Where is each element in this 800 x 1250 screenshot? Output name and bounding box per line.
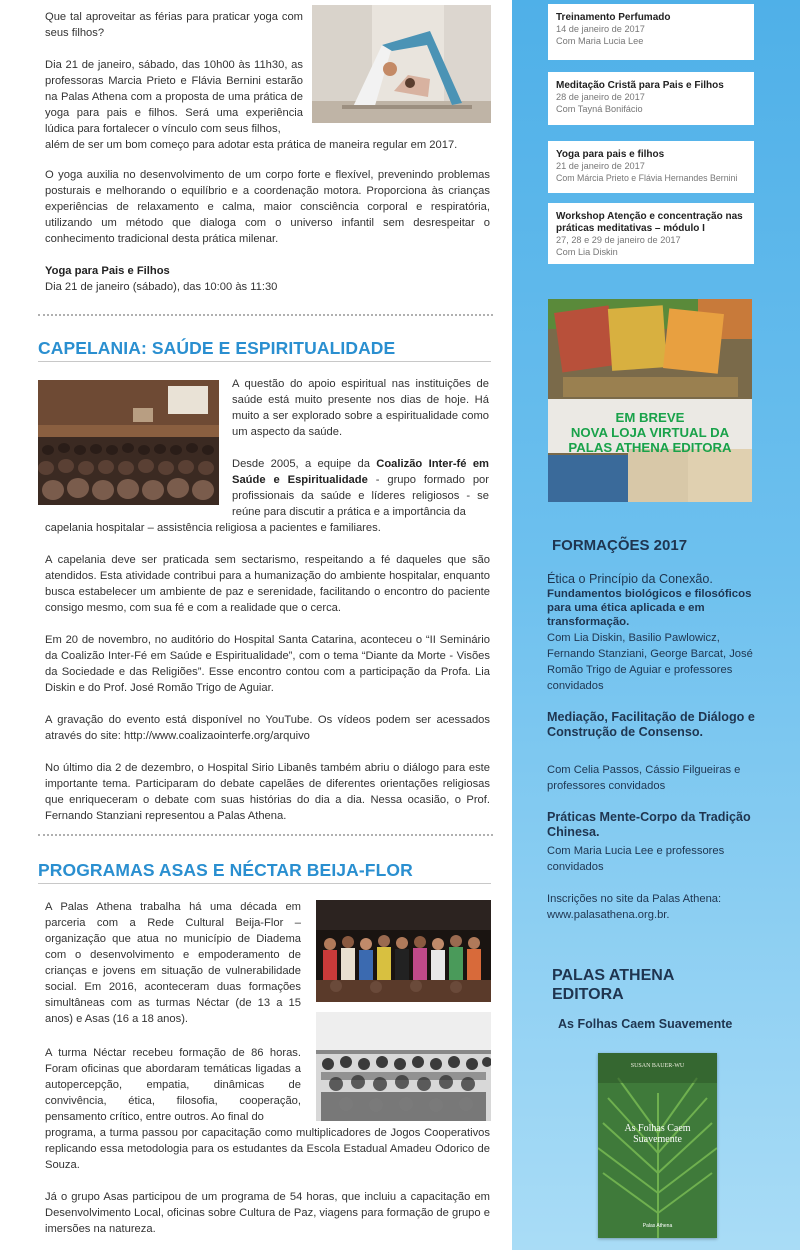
event-title[interactable]: Meditação Cristã para Pais e Filhos	[556, 80, 724, 91]
course-title-text[interactable]: Mediação, Facilitação de Diálogo e Construção de Consenso.	[547, 710, 755, 739]
course-mediacao[interactable]	[547, 710, 757, 740]
programas-paragraph-1: A Palas Athena trabalha há uma década em parceria com a Rede Cultural Beija-Flor – organização que atua no município de Diadema com o desenvolvimento e empoderamento de crianças e jovens em situação de vulnerabilidade social. Em 2016, aconteceram duas formações simultâneas com as turmas Néctar (de 13 a 15 anos) e Asas (16 a 18 anos).	[45, 901, 301, 1025]
coalizao-name: Coalizão Inter-fé em Saúde e Espiritualidade	[232, 458, 489, 486]
event-host: Com Márcia Prieto e Flávia Hernandes Bernini	[556, 172, 738, 183]
course-title-text[interactable]: Ética o Princípio da Conexão.	[547, 572, 713, 586]
event-date: 21 de janeiro de 2017	[556, 161, 645, 171]
capelania-p2-rest: - grupo formado por profissionais da saúde e líderes religiosos - se reúne para discutir a prática e a importância da	[232, 474, 489, 518]
capelania-title: CAPELANIA: SAÚDE E ESPIRITUALIDADE	[38, 338, 396, 358]
section-divider	[38, 314, 493, 316]
yoga-event-when: Dia 21 de janeiro (sábado), das 10:00 às 11:30	[45, 281, 278, 293]
group-photo-bw	[316, 1012, 491, 1121]
capelania-paragraph-5: A gravação do evento está disponível no YouTube. Os vídeos podem ser acessados através do site: http://www.coalizaointerfe.org/arquivo	[45, 714, 490, 742]
capelania-paragraph-2-end: capelania hospitalar – assistência religiosa a pacientes e familiares.	[45, 522, 381, 534]
formacoes-heading: FORMAÇÕES 2017	[552, 537, 688, 554]
course-ethics[interactable]	[547, 572, 757, 629]
event-card[interactable]	[548, 141, 754, 193]
book-cover-line-2: Suavemente	[633, 1134, 682, 1145]
yoga-paragraph-2: O yoga auxilia no desenvolvimento de um corpo forte e flexível, prevenindo problemas posturais e melhorando o equilíbrio e a coordenação motora. Proporciona às crianças experiências de relaxamento e calma, maior consciência corporal e respiratória, utilizando um método que dialoga com o universo infantil sem desrespeitar o conhecimento tradicional desta prática milenar.	[45, 169, 490, 245]
course-subtitle: Fundamentos biológicos e filosóficos para uma ética aplicada e em transformação.	[547, 588, 752, 628]
course-title-text[interactable]: Práticas Mente-Corpo da Tradição Chinesa.	[547, 810, 751, 839]
editora-line-1: PALAS ATHENA	[552, 967, 675, 984]
course-people: Com Maria Lucia Lee e professores convidados	[547, 845, 725, 873]
programas-paragraph-2: A turma Néctar recebeu formação de 86 horas. Foram oficinas que abordaram temáticas ligadas a autopercepção, empatia, dinâmicas de convivência, ética, filosofia, cooperação, pensamento crítico, entre outros. Ao final do	[45, 1047, 301, 1123]
book-cover-line-1: As Folhas Caem	[624, 1123, 691, 1134]
title-underline	[38, 883, 491, 884]
event-card[interactable]	[548, 72, 754, 125]
editora-heading	[552, 966, 674, 1004]
title-underline	[38, 361, 491, 362]
programas-title: PROGRAMAS ASAS E NÉCTAR BEIJA-FLOR	[38, 860, 413, 880]
book-heading: As Folhas Caem Suavemente	[558, 1017, 733, 1031]
event-title[interactable]: Treinamento Perfumado	[556, 12, 671, 23]
event-date: 27, 28 e 29 de janeiro de 2017	[556, 235, 681, 245]
event-host: Com Tayná Bonifácio	[556, 103, 643, 114]
course-mente-corpo[interactable]	[547, 810, 757, 840]
banner-line-1: EM BREVE	[615, 410, 685, 425]
event-title[interactable]: Workshop Atenção e concentração nas práticas meditativas – módulo I	[556, 211, 743, 234]
capelania-paragraph-1: A questão do apoio espiritual nas instituições de saúde está muito presente nos dias de hoje. Há muito a ser explorado sobre a espiritualidade como um aspecto da saúde.	[232, 378, 489, 438]
capelania-paragraph-2	[232, 456, 489, 520]
programas-paragraph-3: Já o grupo Asas participou de um programa de 54 horas, que incluiu a capacitação em Desenvolvimento Local, oficinas sobre Cultura de Paz, viagens para formação de grupo e imersões na natureza.	[45, 1191, 490, 1235]
event-date: 28 de janeiro de 2017	[556, 92, 645, 102]
yoga-paragraph-1: Dia 21 de janeiro, sábado, das 10h00 às 11h30, as professoras Marcia Prieto e Flávia Bernini estarão na Palas Athena com a proposta de uma prática de yoga para pais e filhos. Será uma experiência lúdica para fortalecer o vínculo com seus filhos,	[45, 59, 303, 135]
book-cover-title	[598, 1123, 717, 1145]
programas-paragraph-2-end: programa, a turma passou por capacitação como multiplicadores de Jogos Cooperativos replicando essa metodologia para os estudantes da Escola Estadual Amadeu Odorico de Souza.	[45, 1127, 490, 1171]
yoga-photo	[312, 5, 491, 123]
yoga-paragraph-1-end: além de ser um bom começo para adotar esta prática de maneira regular em 2017.	[45, 139, 458, 151]
course-people: Com Celia Passos, Cássio Filgueiras e professores convidados	[547, 764, 741, 792]
editora-line-2: EDITORA	[552, 986, 624, 1003]
banner-line-2: NOVA LOJA VIRTUAL DA	[570, 425, 730, 440]
capelania-paragraph-4: Em 20 de novembro, no auditório do Hospital Santa Catarina, aconteceu o “II Seminário da Coalizão Inter-Fé em Saúde e Espiritualidade”, com o tema “Diante da Morte - Visões da Sociedade e das Religiões”. Esse encontro contou com a participação da Profa. Lia Diskin e do Prof. José Romão Trigo de Aguiar.	[45, 634, 490, 694]
publisher-name: Palas Athena	[642, 1223, 673, 1229]
yoga-event-name: Yoga para Pais e Filhos	[45, 265, 170, 277]
inscricoes-text: Inscrições no site da Palas Athena: www.palasathena.org.br.	[547, 893, 722, 921]
capelania-p2-start: Desde 2005, a equipe da	[232, 458, 377, 470]
banner-line-3: PALAS ATHENA EDITORA	[568, 440, 732, 455]
book-author: SUSAN BAUER-WU	[630, 1063, 685, 1069]
banner-text	[548, 410, 752, 455]
event-date: 14 de janeiro de 2017	[556, 24, 645, 34]
palm-leaf-image	[598, 1053, 717, 1238]
event-host: Com Lia Diskin	[556, 246, 618, 257]
auditorium-photo	[38, 380, 219, 505]
capelania-paragraph-3: A capelania deve ser praticada sem sectarismo, respeitando a fé daqueles que são atendidos. Esta atividade contribui para a humanização do ambiente hospitalar, enquanto busca estabelecer um ambiente de paz e serenidade, facilitando o encontro do paciente consigo mesmo, com sua fé e com a realidade que o cerca.	[45, 554, 490, 614]
group-photo-color	[316, 900, 491, 1002]
event-card[interactable]	[548, 203, 754, 264]
bookstore-banner[interactable]	[548, 299, 752, 502]
publisher-logo	[598, 1223, 717, 1229]
course-people: Com Lia Diskin, Basilio Pawlowicz, Fernando Stanziani, George Barcat, José Romão Trigo de Aguiar e professores convidados	[547, 632, 753, 692]
capelania-paragraph-6: No último dia 2 de dezembro, o Hospital Sirio Libanês também abriu o diálogo para este importante tema. Participaram do debate capelães de diferentes orientações religiosas que enriqueceram o debate com suas histórias do dia a dia. Nessa ocasião, o Prof. Fernando Stanziani representou a Palas Athena.	[45, 762, 490, 822]
book-cover[interactable]	[598, 1053, 717, 1238]
banner-books-image	[548, 299, 752, 502]
yoga-intro: Que tal aproveitar as férias para praticar yoga com seus filhos?	[45, 11, 303, 39]
event-host: Com Maria Lucia Lee	[556, 35, 644, 46]
section-divider	[38, 834, 493, 836]
event-card[interactable]	[548, 4, 754, 60]
event-title[interactable]: Yoga para pais e filhos	[556, 149, 665, 160]
